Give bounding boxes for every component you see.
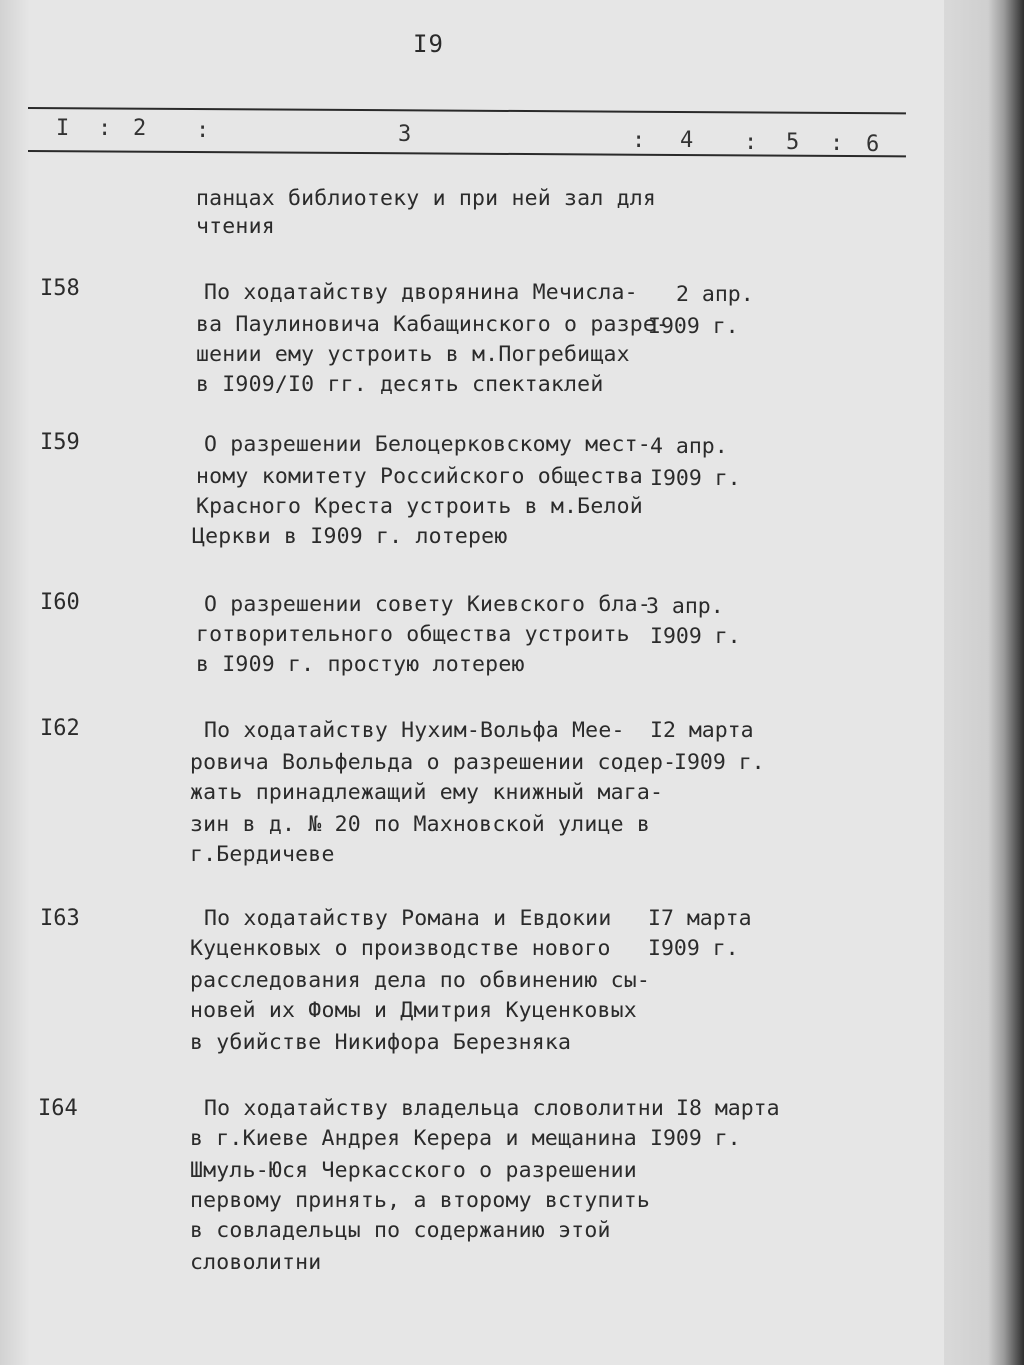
entry-text-line: новей их Фомы и Дмитрия Куценковых <box>190 998 637 1023</box>
entry-text-line: Красного Креста устроить в м.Белой <box>196 494 643 519</box>
page-shadow-left <box>0 0 30 1365</box>
header-rule-bottom <box>28 150 906 157</box>
entry-text-line: По ходатайству дворянина Мечисла- <box>204 280 638 305</box>
entry-year: I909 г. <box>648 936 739 961</box>
entry-text-line: словолитни <box>190 1250 322 1275</box>
entry-text-line: По ходатайству владельца словолитни <box>204 1096 665 1121</box>
entry-text-line: зин в д. № 20 по Махновской улице в <box>190 812 651 837</box>
entry-text-line: шении ему устроить в м.Погребищах <box>196 342 630 367</box>
entry-number: I58 <box>40 276 80 301</box>
entry-text-line: Шмуль-Юся Черкасского о разрешении <box>190 1158 637 1183</box>
header-sep: : <box>98 116 112 141</box>
header-col-5: 5 <box>786 130 800 155</box>
header-rule-top <box>28 107 906 114</box>
entry-text-line: О разрешении Белоцерковскому мест- <box>204 432 651 457</box>
entry-date: I2 марта <box>650 718 754 743</box>
entry-text-line: ровича Вольфельда о разрешении содер- <box>190 750 677 775</box>
entry-text-line: в г.Киеве Андрея Керера и мещанина <box>190 1126 637 1151</box>
entry-date: I7 марта <box>648 906 752 931</box>
entry-year: I909 г. <box>650 624 741 649</box>
entry-text-line: ному комитету Российского общества <box>196 464 643 489</box>
entry-text-line: расследования дела по обвинению сы- <box>190 968 651 993</box>
entry-text-line: в I909 г. простую лотерею <box>196 652 525 677</box>
entry-number: I63 <box>40 906 80 931</box>
entry-date: 2 апр. <box>676 282 754 307</box>
entry-text-line: в совладельцы по содержанию этой <box>190 1218 611 1243</box>
entry-date: 4 апр. <box>650 434 728 459</box>
entry-text-line: ва Паулиновича Кабащинского о разре- <box>196 312 670 337</box>
entry-text-line: г.Бердичеве <box>190 842 335 867</box>
entry-number: I64 <box>38 1096 78 1121</box>
entry-text-line: Церкви в I909 г. лотерею <box>192 524 508 549</box>
header-sep: : <box>196 118 210 143</box>
entry-date: I8 марта <box>676 1096 780 1121</box>
page-edge <box>944 0 1024 1365</box>
entry-text-line: Куценковых о производстве нового <box>190 936 611 961</box>
entry-text-line: По ходатайству Нухим-Вольфа Мее- <box>204 718 625 743</box>
entry-date: 3 апр. <box>646 594 724 619</box>
entry-number: I59 <box>40 430 80 455</box>
entry-year: I909 г. <box>648 314 739 339</box>
page-number: I9 <box>413 30 444 58</box>
entry-year: I909 г. <box>674 750 765 775</box>
entry-number: I62 <box>40 716 80 741</box>
entry-number: I60 <box>40 590 80 615</box>
header-col-1: I <box>56 116 70 141</box>
header-sep: : <box>632 128 646 153</box>
header-col-4: 4 <box>680 128 694 153</box>
continuation-line: панцах библиотеку и при ней зал для <box>196 186 657 211</box>
entry-text-line: готворительного общества устроить <box>196 622 630 647</box>
entry-text-line: в убийстве Никифора Березняка <box>190 1030 572 1055</box>
entry-text-line: По ходатайству Романа и Евдокии <box>204 906 612 931</box>
entry-text-line: жать принадлежащий ему книжный мага- <box>190 780 664 805</box>
continuation-line: чтения <box>196 214 275 239</box>
header-col-2: 2 <box>133 116 147 141</box>
header-sep: : <box>744 130 758 155</box>
header-col-6: 6 <box>866 132 880 157</box>
entry-year: I909 г. <box>650 466 741 491</box>
entry-year: I909 г. <box>650 1126 741 1151</box>
header-col-3: 3 <box>398 122 412 147</box>
entry-text-line: в I909/I0 гг. десять спектаклей <box>196 372 604 397</box>
entry-text-line: О разрешении совету Киевского бла- <box>204 592 651 617</box>
entry-text-line: первому принять, а второму вступить <box>190 1188 651 1213</box>
header-sep: : <box>830 131 844 156</box>
